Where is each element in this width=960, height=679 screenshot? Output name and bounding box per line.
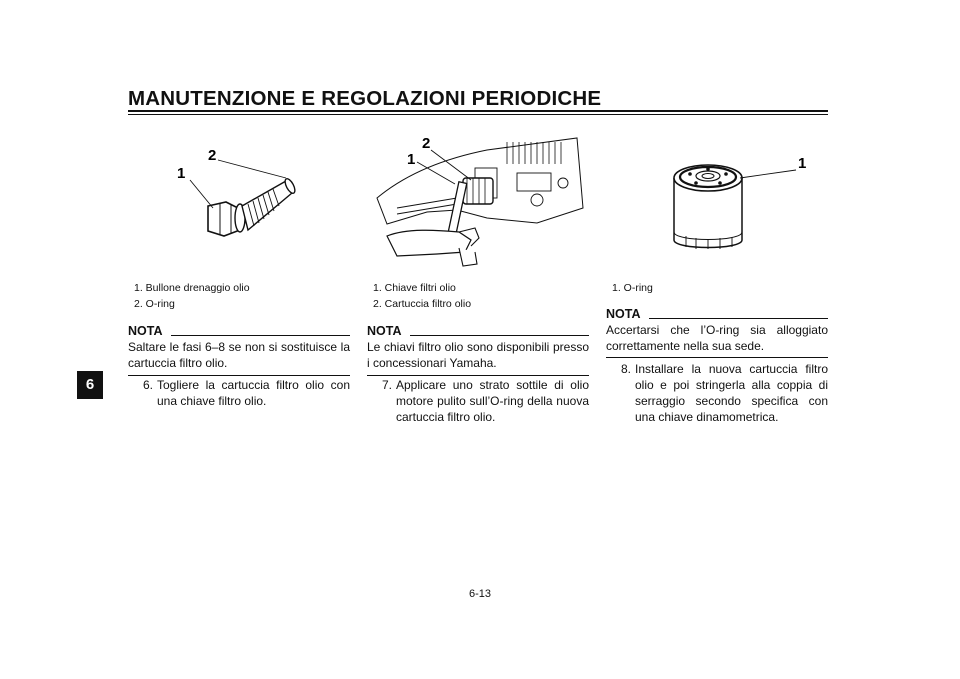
caption-item: 1. Chiave filtri olio (373, 282, 456, 294)
nota-body: Saltare le fasi 6–8 se non si sostituisce la cartuccia filtro olio. (128, 340, 350, 370)
filter-wrench-illustration (367, 128, 589, 270)
nota-end-rule (606, 357, 828, 358)
nota-body: Accertarsi che l’O-ring sia alloggiato correttamente nella sua sede. (606, 323, 828, 353)
nota-rule (410, 335, 590, 336)
title-rule-thin (128, 114, 828, 115)
step-number: 8. (620, 362, 631, 376)
step-number: 7. (381, 378, 392, 392)
figure-label-2: 2 (422, 135, 431, 152)
nota-label: NOTA (128, 324, 163, 338)
drain-bolt-illustration (168, 138, 308, 248)
nota-end-rule (128, 375, 350, 376)
figure-label-1: 1 (407, 151, 416, 168)
step-text: Togliere la cartuccia filtro olio con una chiave filtro olio. (157, 378, 350, 408)
nota-heading (606, 307, 828, 321)
caption-item: 2. Cartuccia filtro olio (373, 298, 472, 310)
chapter-tab: 6 (77, 371, 103, 399)
figure-label-1: 1 (177, 165, 186, 182)
figure-caption (373, 280, 471, 312)
step-number: 6. (142, 378, 153, 392)
nota-heading (128, 324, 350, 338)
nota-rule (171, 335, 351, 336)
page-number: 6-13 (468, 588, 492, 600)
caption-item: 2. O-ring (134, 298, 175, 310)
figure-label-2: 2 (208, 147, 217, 164)
nota-end-rule (367, 375, 589, 376)
caption-item: 1. O-ring (612, 282, 653, 294)
title-rule (128, 110, 828, 112)
figure-caption (134, 280, 250, 312)
page-title: MANUTENZIONE E REGOLAZIONI PERIODICHE (128, 87, 602, 110)
oil-filter-illustration (646, 148, 826, 258)
nota-label: NOTA (367, 324, 402, 338)
nota-heading (367, 324, 589, 338)
caption-item: 1. Bullone drenaggio olio (134, 282, 250, 294)
step-text: Applicare uno strato sottile di olio motore pulito sull’O-ring della nuova cartuccia filtro olio. (396, 378, 589, 424)
figure-label-1: 1 (798, 155, 807, 172)
nota-rule (649, 318, 829, 319)
procedure-step (367, 377, 589, 425)
procedure-step (606, 361, 828, 425)
step-text: Installare la nuova cartuccia filtro olio e poi stringerla alla coppia di serraggio secondo specifica con una chiave dinamometrica. (635, 362, 828, 424)
nota-body: Le chiavi filtro olio sono disponibili presso i concessionari Yamaha. (367, 340, 589, 370)
figure-caption (612, 280, 653, 296)
procedure-step (128, 377, 350, 409)
nota-label: NOTA (606, 307, 641, 321)
